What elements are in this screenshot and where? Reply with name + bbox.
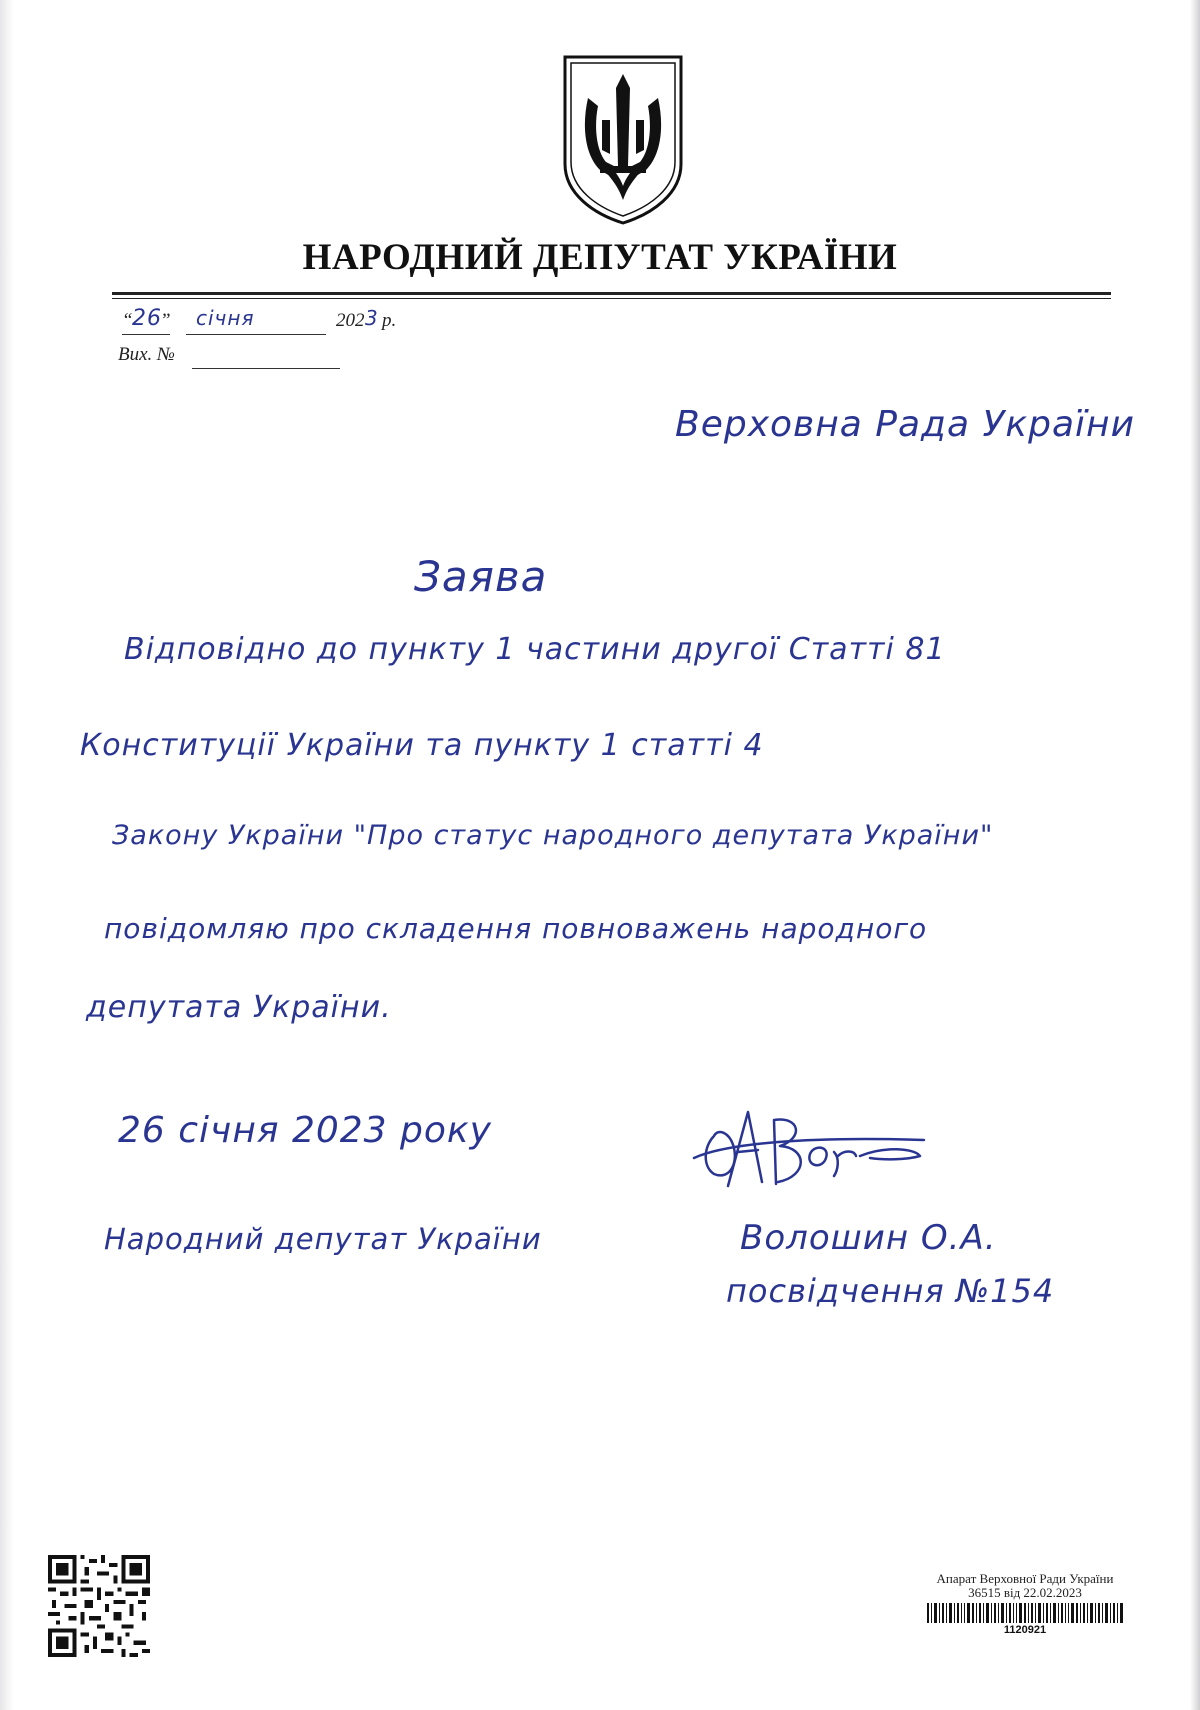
- letterhead-title: НАРОДНИЙ ДЕПУТАТ УКРАЇНИ: [302, 237, 898, 278]
- date-close-quote: ”: [160, 310, 171, 331]
- letterhead-rule-thin: [112, 298, 1111, 299]
- date-year-prefix: 202: [336, 310, 365, 331]
- body-line-5: депутата України.: [86, 990, 392, 1025]
- registry-stamp: [900, 1572, 1150, 1636]
- date-open-quote: “: [122, 310, 133, 331]
- addressee: Верховна Рада України: [675, 404, 1135, 445]
- statement-heading: Заява: [414, 552, 548, 601]
- date-month-underline: [186, 334, 326, 335]
- qr-code-icon: [48, 1555, 150, 1657]
- stamp-org: Апарат Верховної Ради України: [936, 1571, 1114, 1586]
- outgoing-number-field: [192, 368, 340, 369]
- stamp-registration: 36515 від 22.02.2023: [968, 1585, 1082, 1600]
- date-day: 26: [132, 306, 162, 331]
- date-day-underline: [122, 334, 170, 335]
- body-line-3: Закону України "Про статус народного депутата України": [112, 820, 994, 851]
- coat-of-arms-icon: [562, 54, 684, 226]
- body-line-1: Відповідно до пункту 1 частини другої Статті 81: [124, 632, 946, 667]
- date-written: 26 січня 2023 року: [118, 1110, 492, 1151]
- body-line-4: повідомляю про складення повноважень народного: [104, 912, 928, 945]
- signer-name: Волошин О.А.: [740, 1218, 997, 1258]
- barcode-icon: [927, 1603, 1123, 1623]
- signer-position: Народний депутат України: [104, 1222, 542, 1256]
- date-month: січня: [196, 306, 255, 330]
- date-year-suffix: р.: [382, 310, 397, 331]
- signer-certificate: посвідчення №154: [726, 1272, 1055, 1310]
- body-line-2: Конституції України та пункту 1 статті 4: [80, 728, 764, 763]
- barcode-number: 1120921: [1003, 1624, 1047, 1636]
- outgoing-number-label: Вих. №: [118, 344, 175, 365]
- signature: [684, 1106, 934, 1192]
- letterhead-rule-thick: [112, 292, 1111, 295]
- date-year-digit: 3: [365, 306, 379, 330]
